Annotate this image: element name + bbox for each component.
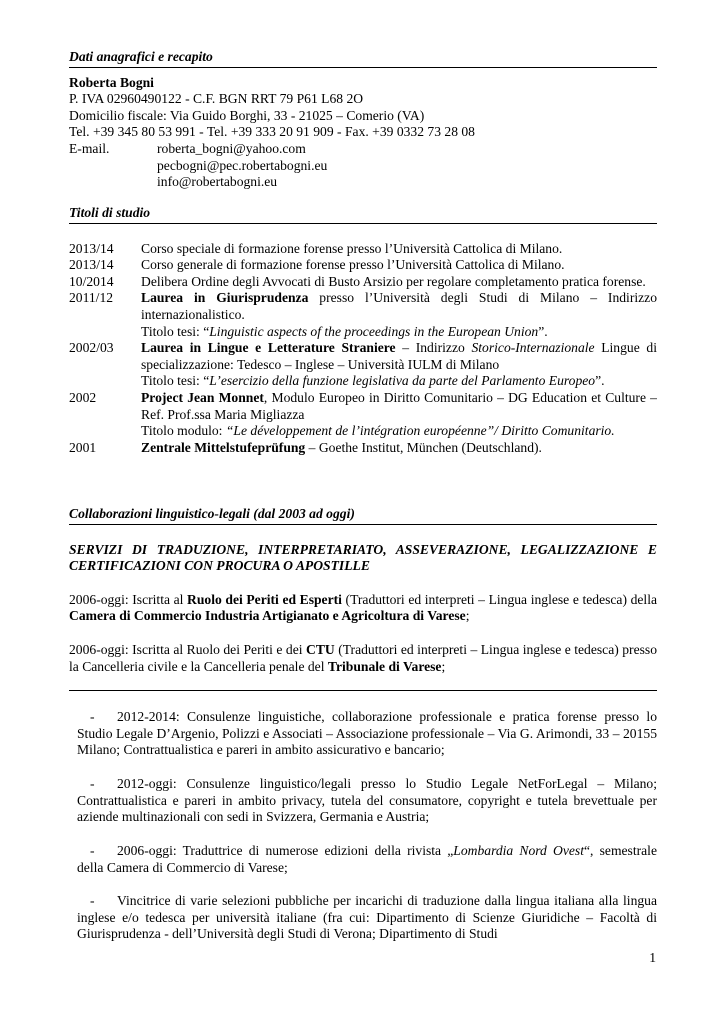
text-span: 2006-oggi: Iscritta al [69,591,188,607]
services-heading: SERVIZI DI TRADUZIONE, INTERPRETARIATO, ASSEVERAZIONE, LEGALIZZAZIONE E CERTIFICAZIONI CON PROCURA O APOSTILLE [69,541,657,574]
email-link[interactable]: pecbogni@pec.robertabogni.eu [157,157,328,173]
text-span: ; [465,608,470,624]
institution-name: Camera di Commercio Industria Artigianato e Agricoltura di Varese [69,608,466,624]
text-span: 2006-oggi: Iscritta al Ruolo dei Periti e dei [69,641,307,657]
module-title: “Le développement de l’intégration européenne”/ Diritto Comunitario. [225,423,615,439]
magazine-title: Lombardia Nord Ovest [453,843,584,858]
list-item-text: “, semestrale della Camera di Commercio di Varese; [77,843,657,875]
address: Domicilio fiscale: Via Guido Borghi, 33 - 21025 – Comerio (VA) [69,107,425,123]
education-text: Corso speciale di formazione forense presso l’Università Cattolica di Milano. [141,240,563,256]
degree-detail: Lingue di specializzazione: Tedesco – Inglese – Università IULM di Milano [141,340,657,372]
list-item-text: Vincitrice di varie selezioni pubbliche per incarichi di traduzione dalla lingua italiana alla lingua inglese e/o tedesca per università italiane (fra cui: Dipartimento di Scienze Giuridiche – Facoltà di Giurisprudenza - dell’Università degli Studi di Verona; Dipartimento di Studi [77,893,657,942]
thesis-suffix: ”. [595,373,605,389]
collab-section-title: Collaborazioni linguistico-legali (dal 2003 ad oggi) [69,506,657,525]
collab-section [69,506,657,675]
bullet-dash: - [90,776,95,791]
bullet-dash: - [90,843,95,858]
email-row [69,174,657,191]
section-divider [69,690,657,691]
education-text [141,340,657,390]
education-entry [69,274,657,291]
education-date: 2002 [69,389,97,405]
email-label: E-mail. [69,140,110,156]
register-name: CTU [306,641,335,657]
education-text [141,290,657,340]
register-name: Ruolo dei Periti ed Esperti [187,591,342,607]
text-span: ; [441,658,446,674]
email-row [69,141,657,158]
email-row [69,158,657,175]
thesis-suffix: ”. [538,323,548,339]
degree-title: Laurea in Lingue e Letterature Straniere [141,340,396,356]
text-span: (Traduttori ed interpreti – Lingua inglese e tedesca) della [341,591,658,607]
bullet-dash: - [90,709,95,724]
education-entry [69,390,657,440]
degree-detail: – Goethe Institut, München (Deutschland). [305,439,542,455]
education-entry [69,440,657,457]
degree-detail: presso l’Università degli Studi di Milano – Indirizzo internazionalistico. [141,290,657,322]
education-date: 2013/14 [69,240,114,256]
education-text [141,440,657,457]
education-entry [69,290,657,340]
email-link[interactable]: roberta_bogni@yahoo.com [157,140,306,156]
email-link[interactable]: info@robertabogni.eu [157,174,278,190]
list-item [77,709,657,759]
education-entry [69,340,657,390]
person-name: Roberta Bogni [69,74,154,90]
thesis-prefix: Titolo tesi: “ [141,373,210,389]
degree-title: Laurea in Giurisprudenza [141,290,309,306]
thesis-prefix: Titolo tesi: “ [141,323,210,339]
list-item-text: 2006-oggi: Traduttrice di numerose edizioni della rivista „ [117,843,454,858]
education-text: Corso generale di formazione forense presso l’Università Cattolica di Milano. [141,257,565,273]
text-span: (Traduttori ed interpreti – Lingua inglese e tedesca) presso la Cancelleria civile e la Cancelleria penale del [69,641,657,674]
education-date: 2011/12 [69,290,114,306]
education-entry [69,241,657,258]
module-prefix: Titolo modulo: [141,423,226,439]
degree-track: Storico-Internazionale [471,340,595,356]
registration-paragraph [69,592,657,625]
education-date: 2013/14 [69,257,114,273]
thesis-title: L’esercizio della funzione legislativa da parte del Parlamento Europeo [209,373,596,389]
education-text: Delibera Ordine degli Avvocati di Busto Arsizio per regolare completamento pratica forense. [141,273,646,289]
institution-name: Tribunale di Varese [327,658,442,674]
degree-detail: , Modulo Europeo in Diritto Comunitario – DG Education et Culture – Ref. Prof.ssa Maria Migliazza [141,389,657,422]
education-text [141,390,657,440]
bullet-dash: - [90,893,95,908]
list-item-text: 2012-2014: Consulenze linguistiche, collaborazione professionale e pratica forense presso lo Studio Legale D’Argenio, Polizzi e Associati – Associazione professionale – Via G. Arimondi, 33 – 20155 Milano; Contrattualistica e pareri in ambito assicurativo e bancario; [77,709,657,758]
vat-code: P. IVA 02960490122 - C.F. BGN RRT 79 P61 L68 2O [69,91,364,107]
education-section-title: Titoli di studio [69,205,657,224]
page-number: 1 [649,950,656,965]
list-item [77,776,657,826]
education-section [69,205,657,456]
personal-section-title: Dati anagrafici e recapito [69,49,657,68]
education-entry [69,257,657,274]
registration-paragraph [69,642,657,675]
list-item [77,843,657,876]
education-date: 10/2014 [69,273,114,289]
phone-numbers: Tel. +39 345 80 53 991 - Tel. +39 333 20 91 909 - Fax. +39 0332 73 28 08 [69,124,475,140]
degree-title: Project Jean Monnet [141,389,264,405]
list-item [77,893,657,943]
degree-detail: – Indirizzo [395,340,472,356]
list-item-text: 2012-oggi: Consulenze linguistico/legali presso lo Studio Legale NetForLegal – Milano; Contrattualistica e pareri in ambito privacy, tutela del consumatore, copyright e tutela brevettuale per aziende multinazionali con sedi in Svizzera, Germania e Austria; [77,776,657,825]
personal-section [69,49,657,191]
thesis-title: Linguistic aspects of the proceedings in the European Union [209,323,539,339]
education-date: 2002/03 [69,340,114,356]
degree-title: Zentrale Mittelstufeprüfung [141,439,306,455]
education-date: 2001 [69,439,97,455]
